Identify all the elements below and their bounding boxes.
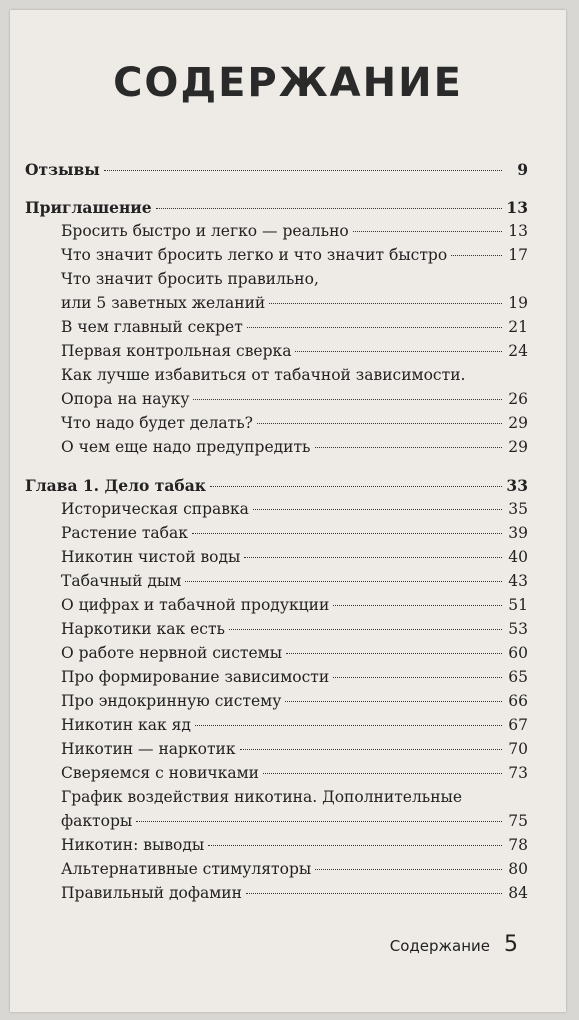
toc-entry-title: Опора на науку (61, 390, 190, 408)
toc-entry (25, 836, 528, 860)
dot-leader (286, 653, 502, 654)
toc-page-number: 67 (508, 716, 528, 734)
toc-page-number: 39 (508, 524, 528, 542)
toc-line (61, 596, 528, 620)
dot-leader (208, 845, 502, 846)
toc-entry-title: Приглашение (25, 198, 152, 217)
toc-line (61, 414, 528, 438)
toc-line (61, 788, 528, 812)
toc-page-number: 35 (508, 500, 528, 518)
toc-entry (25, 860, 528, 884)
dot-leader (257, 423, 502, 424)
toc-page-number: 21 (508, 318, 528, 336)
dot-leader (246, 893, 502, 894)
toc-line (61, 342, 528, 366)
toc-entry (25, 524, 528, 548)
toc-entry (25, 246, 528, 270)
toc-entry (25, 222, 528, 246)
toc-page-number: 78 (508, 836, 528, 854)
toc-entry (25, 764, 528, 788)
toc-line (61, 764, 528, 788)
toc-entry-title: Что значит бросить легко и что значит быстро (61, 246, 448, 264)
toc-entry-title: График воздействия никотина. Дополнительные (61, 788, 463, 806)
toc-page-number: 80 (508, 860, 528, 878)
dot-leader (240, 749, 502, 750)
toc-entry-title: В чем главный секрет (61, 318, 243, 336)
toc-line (25, 476, 528, 500)
toc-page-number: 66 (508, 692, 528, 710)
toc-entry (25, 716, 528, 740)
toc-page-number: 65 (508, 668, 528, 686)
toc-entry-title: Глава 1. Дело табак (25, 476, 206, 495)
toc-line (61, 836, 528, 860)
toc-entry-title: Правильный дофамин (61, 884, 242, 902)
dot-leader (353, 231, 502, 232)
toc-page-number: 13 (506, 198, 528, 217)
page-title: СОДЕРЖАНИЕ (113, 60, 463, 106)
toc-entry-title: Наркотики как есть (61, 620, 225, 638)
dot-leader (253, 509, 502, 510)
toc-line (61, 884, 528, 908)
toc-line (61, 246, 528, 270)
toc-entry-title: или 5 заветных желаний (61, 294, 266, 312)
dot-leader (295, 351, 502, 352)
toc-page-number: 13 (508, 222, 528, 240)
toc-entry (25, 342, 528, 366)
dot-leader (210, 486, 502, 487)
toc-entry (25, 572, 528, 596)
toc-page-number: 40 (508, 548, 528, 566)
toc-entry-title: Сверяемся с новичками (61, 764, 259, 782)
toc-entry (25, 438, 528, 462)
toc-entry (25, 788, 528, 836)
toc-line (61, 644, 528, 668)
toc-line (61, 270, 528, 294)
toc-entry-title: Никотин — наркотик (61, 740, 236, 758)
toc-entry (25, 884, 528, 908)
toc-line (61, 318, 528, 342)
toc-line (61, 740, 528, 764)
toc-page-number: 43 (508, 572, 528, 590)
toc-page-number: 33 (506, 476, 528, 495)
toc-line (61, 438, 528, 462)
toc-section (25, 476, 528, 500)
toc-entry (25, 740, 528, 764)
dot-leader (247, 327, 502, 328)
toc-page-number: 84 (508, 884, 528, 902)
toc-entry-title: Что надо будет делать? (61, 414, 253, 432)
toc-entry-title: Никотин чистой воды (61, 548, 241, 566)
toc-entry (25, 366, 528, 414)
toc-entry-title: Никотин: выводы (61, 836, 205, 854)
toc-page-number: 26 (508, 390, 528, 408)
dot-leader (333, 605, 502, 606)
toc-line (25, 160, 528, 184)
toc-entry (25, 644, 528, 668)
toc-line (61, 620, 528, 644)
toc-page-number: 70 (508, 740, 528, 758)
toc-entry-title: Про формирование зависимости (61, 668, 330, 686)
dot-leader (136, 821, 502, 822)
toc-entry (25, 318, 528, 342)
toc-entry-title: О чем еще надо предупредить (61, 438, 311, 456)
running-header: Содержание (389, 937, 490, 955)
toc-page-number: 29 (508, 414, 528, 432)
toc-entry (25, 596, 528, 620)
toc-page-number: 19 (508, 294, 528, 312)
page-number: 5 (504, 932, 518, 957)
toc-line (25, 198, 528, 222)
dot-leader (333, 677, 502, 678)
dot-leader (193, 399, 502, 400)
toc-line (61, 222, 528, 246)
dot-leader (315, 869, 502, 870)
toc-entry (25, 500, 528, 524)
dot-leader (185, 581, 502, 582)
dot-leader (229, 629, 502, 630)
toc-line (61, 668, 528, 692)
toc-page-number: 17 (508, 246, 528, 264)
toc-entry-title: Про эндокринную систему (61, 692, 282, 710)
toc-line (61, 860, 528, 884)
toc-entry (25, 620, 528, 644)
toc-section (25, 160, 528, 184)
toc-section (25, 198, 528, 222)
toc-entry-title: Никотин как яд (61, 716, 191, 734)
dot-leader (192, 533, 502, 534)
toc-line (61, 524, 528, 548)
toc-page-number: 24 (508, 342, 528, 360)
toc-page-number: 51 (508, 596, 528, 614)
toc-line (61, 572, 528, 596)
toc-entry (25, 548, 528, 572)
toc-entry-title: Как лучше избавиться от табачной зависимости. (61, 366, 466, 384)
dot-leader (451, 255, 502, 256)
toc-page-number: 9 (517, 160, 528, 179)
table-of-contents (25, 160, 528, 908)
toc-entry-title: Историческая справка (61, 500, 249, 518)
book-page (10, 10, 566, 1012)
page-footer (390, 932, 518, 957)
dot-leader (269, 303, 502, 304)
toc-page-number: 60 (508, 644, 528, 662)
toc-line (61, 548, 528, 572)
dot-leader (156, 208, 502, 209)
toc-page-number: 53 (508, 620, 528, 638)
toc-page-number: 75 (508, 812, 528, 830)
toc-entry-title: Альтернативные стимуляторы (61, 860, 312, 878)
dot-leader (244, 557, 502, 558)
toc-line (61, 692, 528, 716)
toc-entry-title: О цифрах и табачной продукции (61, 596, 330, 614)
toc-line (61, 294, 528, 318)
toc-entry-title: Табачный дым (61, 572, 182, 590)
toc-line (61, 812, 528, 836)
toc-entry (25, 414, 528, 438)
dot-leader (263, 773, 502, 774)
toc-line (61, 390, 528, 414)
toc-entry-title: Отзывы (25, 160, 100, 179)
dot-leader (315, 447, 503, 448)
toc-entry (25, 668, 528, 692)
toc-page-number: 29 (508, 438, 528, 456)
toc-line (61, 366, 528, 390)
toc-line (61, 500, 528, 524)
toc-line (61, 716, 528, 740)
toc-entry (25, 270, 528, 318)
dot-leader (285, 701, 502, 702)
toc-page-number: 73 (508, 764, 528, 782)
toc-entry-title: О работе нервной системы (61, 644, 283, 662)
toc-entry-title: Что значит бросить правильно, (61, 270, 319, 288)
toc-entry-title: Растение табак (61, 524, 188, 542)
dot-leader (104, 170, 502, 171)
toc-entry-title: Первая контрольная сверка (61, 342, 292, 360)
dot-leader (195, 725, 502, 726)
toc-entry (25, 692, 528, 716)
toc-entry-title: Бросить быстро и легко — реально (61, 222, 349, 240)
toc-entry-title: факторы (61, 812, 133, 830)
